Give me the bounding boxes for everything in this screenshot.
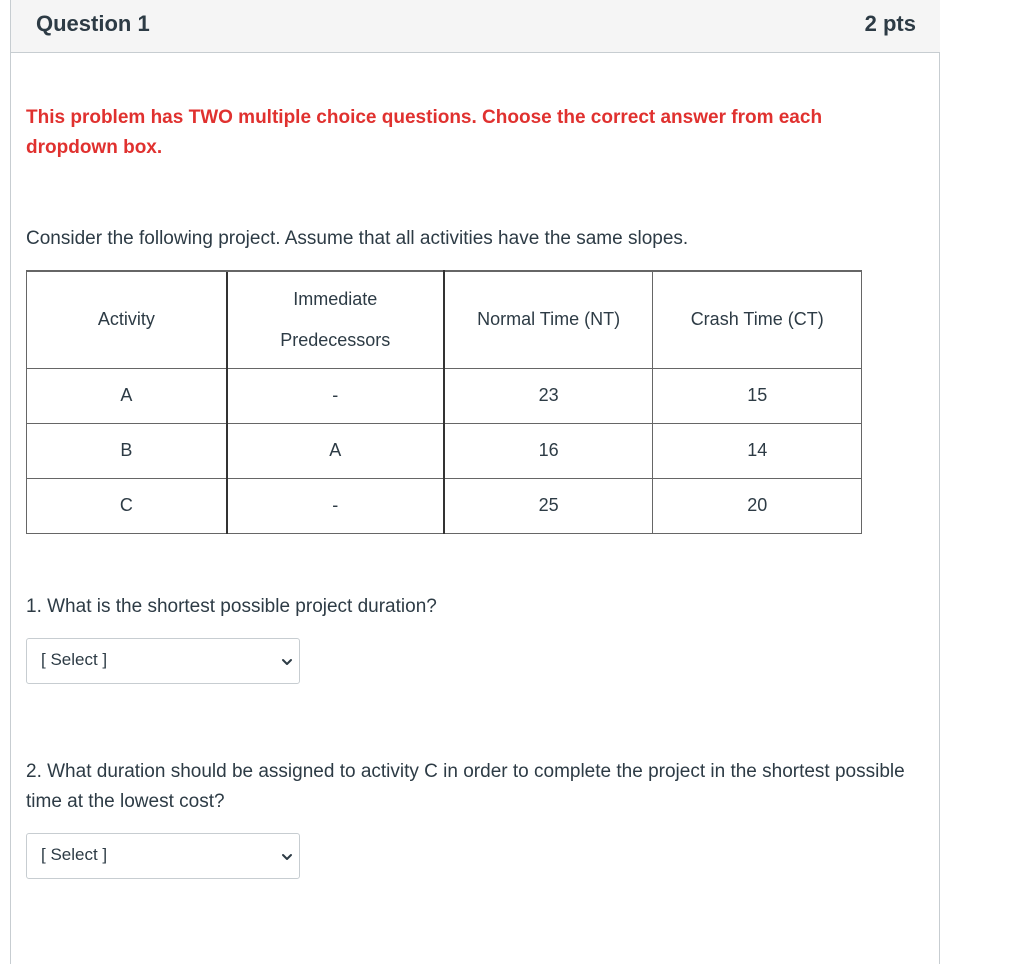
- question-1-text: 1. What is the shortest possible project duration?: [26, 596, 437, 617]
- question-1-select[interactable]: [26, 638, 300, 684]
- question-2-text: 2. What duration should be assigned to activity C in order to complete the project in the shortest possible time at the lowest cost?: [26, 761, 905, 812]
- table-row: [27, 478, 862, 533]
- cell-crash-time: 14: [653, 423, 862, 478]
- cell-predecessors: -: [227, 368, 444, 423]
- instruction-text: This problem has TWO multiple choice questions. Choose the correct answer from each dropdown box.: [26, 107, 823, 158]
- header-predecessors-line1: Immediate: [293, 289, 378, 310]
- cell-normal-time: 23: [444, 368, 653, 423]
- activity-table: [26, 270, 862, 534]
- table-row: [27, 368, 862, 423]
- header-predecessors-line2: Predecessors: [280, 330, 391, 351]
- header-predecessors: [227, 271, 444, 368]
- cell-activity: C: [27, 478, 227, 533]
- cell-normal-time: 16: [444, 423, 653, 478]
- cell-crash-time: 15: [653, 368, 862, 423]
- header-activity: Activity: [27, 271, 227, 368]
- cell-normal-time: 25: [444, 478, 653, 533]
- question-2-select-value: [ Select ]: [41, 845, 108, 864]
- cell-predecessors: A: [227, 423, 444, 478]
- cell-activity: B: [27, 423, 227, 478]
- question-title: Question 1: [36, 11, 150, 36]
- intro-text: Consider the following project. Assume that all activities have the same slopes.: [26, 228, 689, 249]
- header-normal-time: Normal Time (NT): [444, 271, 653, 368]
- table-row: [27, 423, 862, 478]
- cell-crash-time: 20: [653, 478, 862, 533]
- question-2-select[interactable]: [26, 833, 300, 879]
- table-header-row: [27, 271, 862, 368]
- question-points: 2 pts: [864, 11, 916, 36]
- header-crash-time: Crash Time (CT): [653, 271, 862, 368]
- question-1-select-value: [ Select ]: [41, 650, 108, 669]
- chevron-down-icon: [281, 656, 293, 668]
- cell-predecessors: -: [227, 478, 444, 533]
- chevron-down-icon: [281, 851, 293, 863]
- question-header: [11, 0, 940, 53]
- cell-activity: A: [27, 368, 227, 423]
